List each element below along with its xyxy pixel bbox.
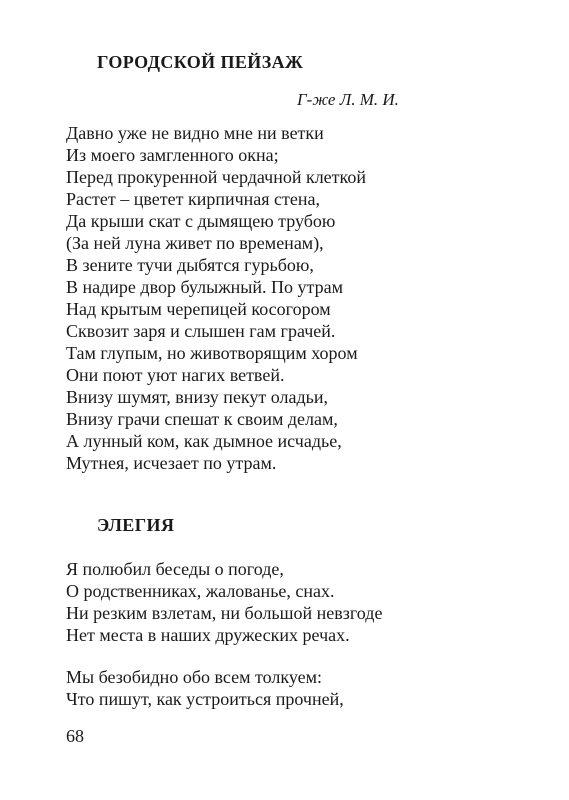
poem-title: ГОРОДСКОЙ ПЕЙЗАЖ — [97, 52, 304, 72]
verse-line: Из моего замгленного окна; — [66, 145, 279, 165]
verse-line: О родственниках, жалованье, снах. — [66, 581, 335, 601]
stanza — [66, 122, 366, 474]
poem-title: ЭЛЕГИЯ — [97, 515, 175, 535]
stanza — [66, 666, 344, 710]
verse-line: Перед прокуренной чердачной клеткой — [66, 167, 367, 187]
verse-line: Внизу грачи спешат к своим делам, — [66, 409, 338, 429]
stanza — [66, 558, 382, 646]
verse-line: Мы безобидно обо всем толкуем: — [66, 667, 322, 687]
verse-line: Давно уже не видно мне ни ветки — [66, 123, 324, 143]
verse-line: Да крыши скат с дымящею трубою — [66, 211, 336, 231]
verse-line: Сквозит заря и слышен гам грачей. — [66, 321, 336, 341]
verse-line: Растет – цветет кирпичная стена, — [66, 189, 321, 209]
verse-line: Я полюбил беседы о погоде, — [66, 559, 284, 579]
verse-line: Ни резким взлетам, ни большой невзгоде — [66, 603, 383, 623]
verse-line: Там глупым, но животворящим хором — [66, 343, 358, 363]
verse-line: В зените тучи дыбятся гурьбою, — [66, 255, 314, 275]
verse-line: Внизу шумят, внизу пекут оладьи, — [66, 387, 329, 407]
verse-line: Нет места в наших дружеских речах. — [66, 625, 350, 645]
verse-line: А лунный ком, как дымное исчадье, — [66, 431, 342, 451]
verse-line: Мутнея, исчезает по утрам. — [66, 453, 277, 473]
page-number: 68 — [66, 726, 84, 746]
poem-dedication: Г-же Л. М. И. — [297, 90, 399, 109]
verse-line: Что пишут, как устроиться прочней, — [66, 689, 344, 709]
verse-line: (За ней луна живет по временам), — [66, 233, 324, 253]
verse-line: Над крытым черепицей косогором — [66, 299, 331, 319]
verse-line: В надире двор булыжный. По утрам — [66, 277, 343, 297]
verse-line: Они поют уют нагих ветвей. — [66, 365, 285, 385]
